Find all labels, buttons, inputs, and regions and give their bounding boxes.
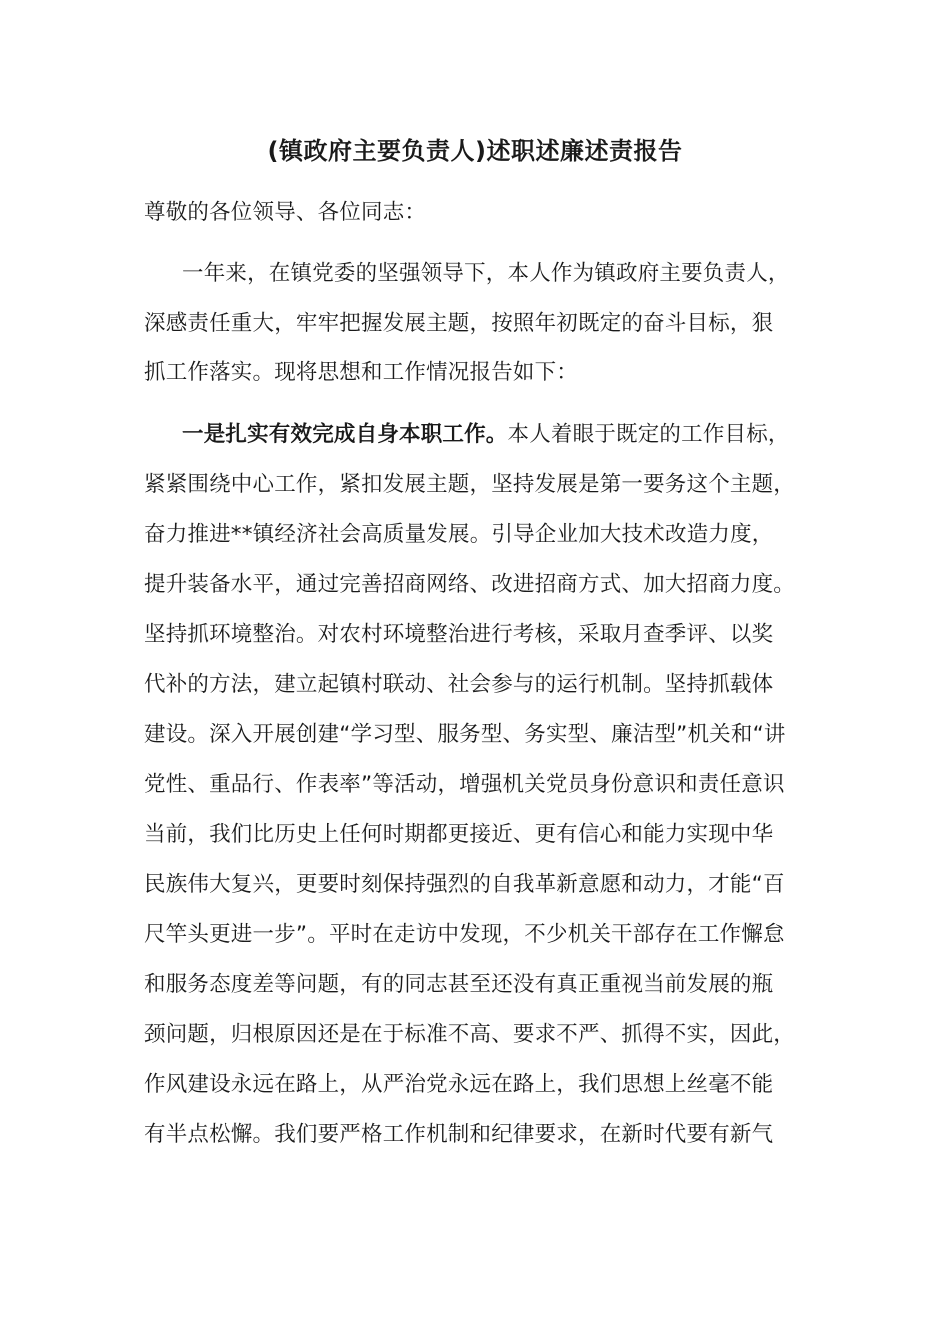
paragraph-line: 和服务态度差等问题，有的同志甚至还没有真正重视当前发展的瓶 — [144, 972, 774, 997]
paragraph-line: 奋力推进**镇经济社会高质量发展。引导企业加大技术改造力度， — [144, 522, 774, 547]
paragraph-line: 有半点松懈。我们要严格工作机制和纪律要求，在新时代要有新气 — [144, 1122, 774, 1147]
paragraph-line: 民族伟大复兴，更要时刻保持强烈的自我革新意愿和动力，才能“百 — [144, 872, 785, 897]
paragraph-line: 抓工作落实。现将思想和工作情况报告如下： — [144, 360, 579, 385]
document-title: (镇政府主要负责人)述职述廉述责报告 — [267, 137, 683, 165]
paragraph-line: 代补的方法，建立起镇村联动、社会参与的运行机制。坚持抓载体 — [144, 672, 774, 697]
paragraph-line: 作风建设永远在路上，从严治党永远在路上，我们思想上丝毫不能 — [144, 1072, 774, 1097]
paragraph-text: 本人着眼于既定的工作目标， — [507, 422, 790, 447]
paragraph-line: 建设。深入开展创建“学习型、服务型、务实型、廉洁型”机关和“讲 — [144, 722, 786, 747]
paragraph-line: 一年来，在镇党委的坚强领导下，本人作为镇政府主要负责人， — [182, 261, 790, 286]
paragraph-line: 深感责任重大，牢牢把握发展主题，按照年初既定的奋斗目标，狠 — [144, 311, 774, 336]
paragraph-line: 颈问题，归根原因还是在于标准不高、要求不严、抓得不实，因此， — [144, 1022, 796, 1047]
paragraph-line — [182, 420, 790, 450]
paragraph-line: 提升装备水平，通过完善招商网络、改进招商方式、加大招商力度。 — [144, 572, 796, 597]
paragraph-line: 坚持抓环境整治。对农村环境整治进行考核，采取月查季评、以奖 — [144, 622, 774, 647]
paragraph-line: 党性、重品行、作表率”等活动，增强机关党员身份意识和责任意识 — [144, 772, 785, 797]
salutation: 尊敬的各位领导、各位同志： — [144, 200, 427, 225]
paragraph-line: 尺竿头更进一步”。平时在走访中发现，不少机关干部存在工作懈怠 — [144, 922, 785, 947]
paragraph-line: 紧紧围绕中心工作，紧扣发展主题，坚持发展是第一要务这个主题， — [144, 472, 796, 497]
paragraph-line: 当前，我们比历史上任何时期都更接近、更有信心和能力实现中华 — [144, 822, 774, 847]
section-heading: 一是扎实有效完成自身本职工作。 — [182, 422, 508, 447]
